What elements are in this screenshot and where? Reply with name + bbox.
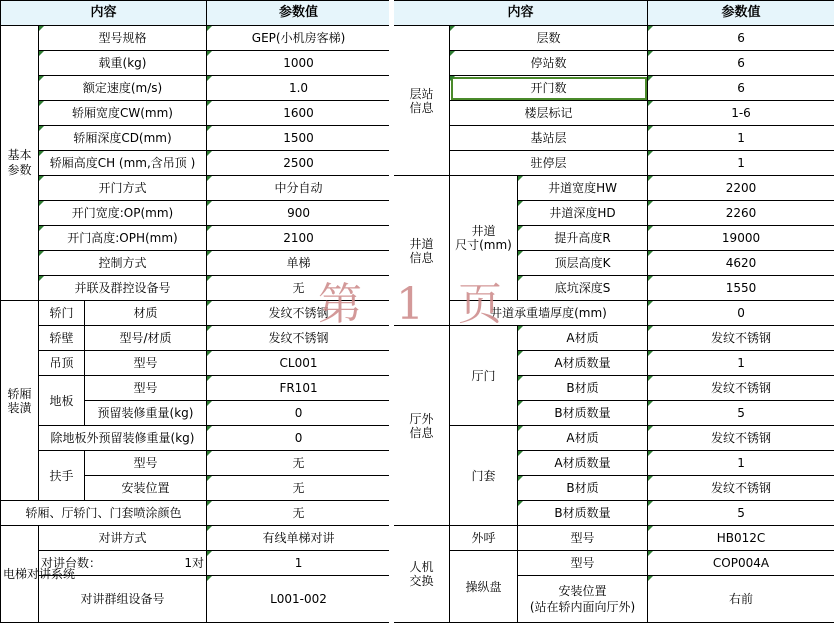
paint-value[interactable]: 无 — [207, 501, 391, 526]
cell-value[interactable]: 发纹不锈钢 — [207, 326, 391, 351]
cell-label: A材质数量 — [518, 451, 648, 476]
cell-label: 顶层高度K — [518, 251, 648, 276]
cell-value[interactable]: COP004A — [648, 551, 834, 576]
cell-value[interactable]: 无 — [207, 276, 391, 301]
cell-label: 提升高度R — [518, 226, 648, 251]
cell-label: 对讲群组设备号 — [39, 576, 207, 623]
cell-label: B材质数量 — [518, 501, 648, 526]
header-content: 内容 — [1, 1, 207, 26]
cell-value[interactable]: 5 — [648, 401, 834, 426]
hall-menta: 门套 — [450, 426, 518, 526]
cell-value[interactable]: L001-002 — [207, 576, 391, 623]
deco-jiaobi: 轿壁 — [39, 326, 85, 351]
deco-jiaomen: 轿门 — [39, 301, 85, 326]
cell-label: 层数 — [450, 26, 648, 51]
cell-value[interactable]: 发纹不锈钢 — [207, 301, 391, 326]
cell-value[interactable]: 6 — [648, 26, 834, 51]
cell-value[interactable]: 发纹不锈钢 — [648, 326, 834, 351]
deco-diban: 地板 — [39, 376, 85, 426]
cell-value[interactable]: 1500 — [207, 126, 391, 151]
cell-value[interactable]: 6 — [648, 51, 834, 76]
cell-value[interactable]: 发纹不锈钢 — [648, 426, 834, 451]
cell-value[interactable]: 发纹不锈钢 — [648, 376, 834, 401]
header-value: 参数值 — [207, 1, 391, 26]
cell-value[interactable]: 无 — [207, 451, 391, 476]
cell-label-count: 1对 — [184, 556, 205, 570]
cell-value[interactable]: 6 — [648, 76, 834, 101]
column-gap — [389, 0, 394, 627]
left-spec-table — [0, 0, 391, 623]
cell-label: 开门宽度:OP(mm) — [39, 201, 207, 226]
cell-value[interactable]: 1 — [648, 126, 834, 151]
cell-value[interactable]: 2260 — [648, 201, 834, 226]
cell-value[interactable]: 1550 — [648, 276, 834, 301]
cell-label: 载重(kg) — [39, 51, 207, 76]
cell-label: 开门高度:OPH(mm) — [39, 226, 207, 251]
cell-value[interactable]: 1 — [648, 151, 834, 176]
cell-label: 轿厢深度CD(mm) — [39, 126, 207, 151]
header-value: 参数值 — [648, 1, 834, 26]
cell-label: 并联及群控设备号 — [39, 276, 207, 301]
cell-value[interactable]: 0 — [207, 401, 391, 426]
cell-label: 驻停层 — [450, 151, 648, 176]
right-spec-table — [393, 0, 834, 623]
cell-label: 安装位置 (站在轿内面向厅外) — [518, 576, 648, 623]
cell-value[interactable]: 右前 — [648, 576, 834, 623]
cell-value[interactable]: 5 — [648, 501, 834, 526]
cell-label: 开门方式 — [39, 176, 207, 201]
cell-label: 除地板外预留装修重量(kg) — [39, 426, 207, 451]
cell-label: 停站数 — [450, 51, 648, 76]
cell-label: 底坑深度S — [518, 276, 648, 301]
header-content: 内容 — [394, 1, 648, 26]
cell-value[interactable]: 1600 — [207, 101, 391, 126]
cell-label: 额定速度(m/s) — [39, 76, 207, 101]
cell-value[interactable]: 19000 — [648, 226, 834, 251]
shaft-size: 井道 尺寸(mm) — [450, 176, 518, 301]
wall-value[interactable]: 0 — [648, 301, 834, 326]
cell-value[interactable]: 无 — [207, 476, 391, 501]
cell-value[interactable]: 1000 — [207, 51, 391, 76]
group-hall: 厅外 信息 — [394, 326, 450, 526]
cell-label: 轿厢宽度CW(mm) — [39, 101, 207, 126]
paint-label: 轿厢、厅轿门、门套喷涂颜色 — [1, 501, 207, 526]
cell-label: 型号 — [518, 551, 648, 576]
cell-label: 预留装修重量(kg) — [85, 401, 207, 426]
cell-label: 型号/材质 — [85, 326, 207, 351]
cell-value[interactable]: 4620 — [648, 251, 834, 276]
deco-diaoding: 吊顶 — [39, 351, 85, 376]
cell-value[interactable]: HB012C — [648, 526, 834, 551]
cell-label: 对讲台数： — [41, 556, 102, 570]
cell-value[interactable]: GEP(小机房客梯) — [207, 26, 391, 51]
cell-label: B材质 — [518, 476, 648, 501]
group-hmi: 人机 交换 — [394, 526, 450, 623]
group-shaft: 井道 信息 — [394, 176, 450, 326]
cell-label: A材质 — [518, 426, 648, 451]
hall-tingmen: 厅门 — [450, 326, 518, 426]
cell-label: A材质 — [518, 326, 648, 351]
cell-value[interactable]: 1 — [207, 551, 391, 576]
cell-value[interactable]: 2100 — [207, 226, 391, 251]
cell-label: 井道宽度HW — [518, 176, 648, 201]
cell-label: 型号 — [518, 526, 648, 551]
cell-label: 型号 — [85, 451, 207, 476]
cell-label: 楼层标记 — [450, 101, 648, 126]
cell-label: 安装位置 — [85, 476, 207, 501]
selected-cell[interactable]: 开门数 — [450, 76, 648, 101]
cell-label: 轿厢高度CH (mm,含吊顶 ) — [39, 151, 207, 176]
cell-label: B材质数量 — [518, 401, 648, 426]
hmi-waihu: 外呼 — [450, 526, 518, 551]
group-deco: 轿厢 装潢 — [1, 301, 39, 501]
cell-label: 型号 — [85, 376, 207, 401]
cell-value[interactable]: 1 — [648, 351, 834, 376]
cell-value[interactable]: 发纹不锈钢 — [648, 476, 834, 501]
page-watermark: 第 1 页 — [318, 279, 512, 330]
cell-value[interactable]: 1 — [648, 451, 834, 476]
hmi-caozong: 操纵盘 — [450, 551, 518, 623]
cell-value[interactable]: FR101 — [207, 376, 391, 401]
cell-value[interactable]: 2500 — [207, 151, 391, 176]
cell-value[interactable]: 900 — [207, 201, 391, 226]
cell-label: 控制方式 — [39, 251, 207, 276]
cell-value[interactable]: CL001 — [207, 351, 391, 376]
cell-label: B材质 — [518, 376, 648, 401]
cell-label: 材质 — [85, 301, 207, 326]
deco-fushou: 扶手 — [39, 451, 85, 501]
cell-value[interactable]: 中分自动 — [207, 176, 391, 201]
group-floor: 层站 信息 — [394, 26, 450, 176]
cell-label: 基站层 — [450, 126, 648, 151]
cell-value[interactable]: 1-6 — [648, 101, 834, 126]
cell-value[interactable]: 2200 — [648, 176, 834, 201]
cell-value[interactable]: 单梯 — [207, 251, 391, 276]
cell-value[interactable]: 有线单梯对讲 — [207, 526, 391, 551]
cell-label: 型号 — [85, 351, 207, 376]
cell-value[interactable]: 1.0 — [207, 76, 391, 101]
cell-value[interactable]: 0 — [207, 426, 391, 451]
cell-label: 型号规格 — [39, 26, 207, 51]
wall-label: 井道承重墙厚度(mm) — [450, 301, 648, 326]
cell-label: 对讲方式 — [39, 526, 207, 551]
cell-label: 井道深度HD — [518, 201, 648, 226]
group-intercom-label: 电梯对讲系统 — [3, 567, 76, 581]
group-basic: 基本 参数 — [1, 26, 39, 301]
cell-label: A材质数量 — [518, 351, 648, 376]
